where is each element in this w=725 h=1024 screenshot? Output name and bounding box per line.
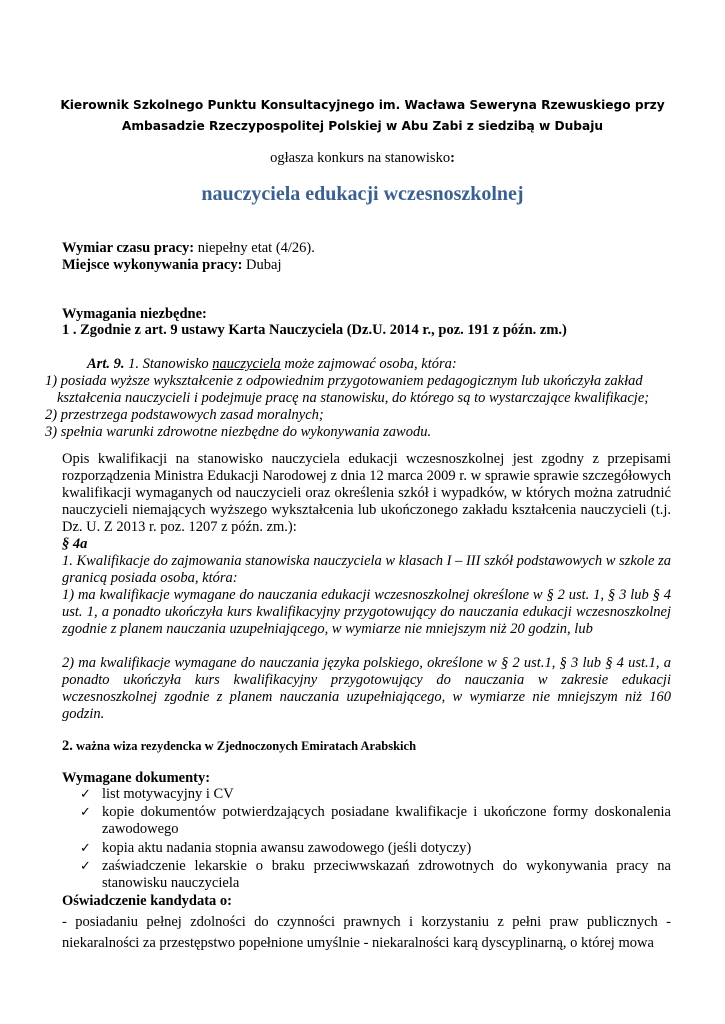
check-icon: ✓ [80,841,91,856]
paragraph-4a: § 4a [62,536,88,552]
work-time [62,240,315,257]
check-icon: ✓ [80,859,91,874]
requirements-item-1: 1 . Zgodnie z art. 9 ustawy Karta Nauczyciela (Dz.U. 2014 r., poz. 191 z późn. zm.) [62,322,567,338]
document-item: kopie dokumentów potwierdzających posiadane kwalifikacje i ukończone formy doskonalenia zawodowego [102,804,671,837]
paragraph-4a-point-2: 2) ma kwalifikacje wymagane do nauczania języka polskiego, określone w § 2 ust.1, § 3 lub § 4 ust.1, a ponadto ukończyła kurs kwalifikacyjny przygotowujący do nauczania w zakresie edukacji wczesnoszkolnej zgodnie z planem nauczania uzupełniającego, w wymiarze nie mniejszym niż 160 godzin. [62,655,671,722]
document-item: list motywacyjny i CV [102,786,234,802]
header-line-2: Ambasadzie Rzeczypospolitej Polskiej w Abu Zabi z siedzibą w Dubaju [121,119,604,133]
work-time-label: Wymiar czasu pracy: [62,240,195,256]
declaration-text: - posiadaniu pełnej zdolności do czynności prawnych i korzystaniu z pełni praw publicznych - niekaralności za przestępstwo popełnione umyślnie - niekaralności karą dyscyplinarną, o której mowa [62,914,671,951]
requirements-heading: Wymagania niezbędne: [62,306,207,322]
work-time-value: niepełny etat (4/26). [194,240,315,256]
art9-point-3: 3) spełnia warunki zdrowotne niezbędne do wykonywania zawodu. [45,424,432,440]
requirements-item-2 [62,738,416,755]
document-item: zaświadczenie lekarskie o braku przeciwwskazań zdrowotnych do wykonywania pracy na stanowisku nauczyciela [102,858,671,891]
check-icon: ✓ [80,787,91,802]
check-icon: ✓ [80,805,91,820]
position-title: nauczyciela edukacji wczesnoszkolnej [201,183,524,205]
work-place-label: Miejsce wykonywania pracy: [62,257,243,273]
art9-text-a: 1. Stanowisko [124,356,213,372]
announce-text: ogłasza konkurs na stanowisko [270,150,451,166]
announce-colon: : [450,150,455,166]
paragraph-4a-point-1: 1) ma kwalifikacje wymagane do nauczania edukacji wczesnoszkolnej określone w § 2 ust. 1, § 3 lub § 4 ust. 1, a ponadto ukończyła kurs kwalifikacyjny przygotowujący do nauczania edukacji wczesnoszkolnej zgodnie z planem nauczania uzupełniającego, w wymiarze nie mniejszym niż 20 godzin, lub [62,587,671,637]
work-place [62,257,281,274]
header-line-1: Kierownik Szkolnego Punktu Konsultacyjnego im. Wacława Seweryna Rzewuskiego przy [60,98,665,112]
art9-line [87,356,457,373]
art9-text-b: może zajmować osoba, która: [280,356,457,372]
item-2-text: ważna wiza rezydencka w Zjednoczonych Emiratach Arabskich [72,739,417,753]
item-2-number: 2. [62,738,73,754]
qualifications-description: Opis kwalifikacji na stanowisko nauczyciela edukacji wczesnoszkolnej jest zgodny z przepisami rozporządzenia Ministra Edukacji Narodowej z dnia 12 marca 2009 r. w sprawie sprawie szczegółowych kwalifikacji wymaganych od nauczycieli oraz określenia szkół i wypadków, w których można zatrudnić nauczycieli niemających wyższego wykształcenia lub ukończonego zakładu kształcenia nauczycieli (t.j. Dz. U. Z 2013 r. poz. 1207 z późn. zm.): [62,451,671,535]
documents-heading: Wymagane dokumenty: [62,770,211,786]
art9-link[interactable]: nauczyciela [212,356,281,372]
work-place-value: Dubaj [242,257,282,273]
declaration-heading: Oświadczenie kandydata o: [62,893,232,909]
paragraph-4a-intro: 1. Kwalifikacje do zajmowania stanowiska nauczyciela w klasach I – III szkół podstawowych w szkole za granicą posiada osoba, która: [62,553,671,586]
art9-point-2: 2) przestrzega podstawowych zasad moralnych; [45,407,324,423]
art9-point-1a: 1) posiada wyższe wykształcenie z odpowiednim przygotowaniem pedagogicznym lub ukończyła zakład [45,373,643,389]
announce-line [40,150,685,167]
document-item: kopia aktu nadania stopnia awansu zawodowego (jeśli dotyczy) [102,840,472,856]
art9-point-1b: kształcenia nauczycieli i podejmuje pracę na stanowisku, do którego są to wystarczające kwalifikacje; [57,390,650,406]
art9-label: Art. 9. [87,356,125,372]
